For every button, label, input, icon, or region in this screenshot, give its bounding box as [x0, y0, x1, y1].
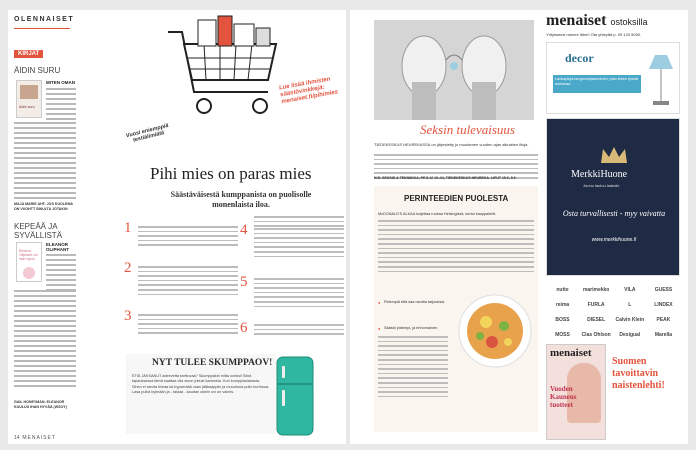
feature-ref: KIÄ: SEKSIÄ & TEKNIIKKA, PE 8.12 19–24, TIEDEKESKUS HEUREKA. LIPUT 15 €, 8 €.: [374, 176, 517, 180]
item-text-2: [138, 266, 238, 298]
item-number-5: 5: [240, 274, 248, 290]
brand-logo-item: Calvin Klein: [615, 316, 645, 323]
robots-photo: [374, 20, 534, 120]
folio: [14, 435, 56, 441]
folio-name: MENAISET: [22, 435, 56, 441]
book1-caption: MAJA MARIE AHT: JOS KUOLEMA ON VUOHTT SINULTA JOTAKIN: [14, 202, 73, 212]
book1-body: [14, 122, 76, 202]
brand-logo-item: LINDEX: [654, 301, 673, 308]
right-page: [350, 10, 688, 444]
brand-logo-item: reima: [555, 301, 570, 308]
book1-title: ÄIDIN SURU: [14, 66, 61, 75]
item-text-3: [138, 314, 238, 337]
promo-text: ETIÄ JÄKSANUT adeevetta tonttuvaa? Skumppakin mitta oveksi! Siinä tapauksessa tämä saattaa olla sinun juttusi kartonkia. Kun kumppiasiakasta, Sihen ei tarvita tiimaa tai kypsentää vaan jääkaappiin ja muuotona pullo kurthoua. Lasa pullot kylmään ja - taidaa - kaudan oikein ovi on valmis.: [132, 374, 270, 395]
robot-heads-image: [374, 20, 534, 120]
brand-logo-item: GUESS: [654, 286, 673, 293]
book2-author: ELEANOR OLIPHANT: [46, 242, 69, 252]
item-text-5: [254, 278, 344, 310]
section-label: OLENNAISET: [14, 16, 75, 23]
item-number-2: 2: [124, 260, 132, 276]
magazine-cover: [546, 344, 606, 440]
callout-link[interactable]: Lue lisää ihmisten säästövinkkejä: menaiset.fi/pihimies: [278, 76, 339, 106]
ad-decor[interactable]: [546, 42, 680, 114]
item-number-1: 1: [124, 220, 132, 236]
shopping-cart-illustration: [164, 14, 292, 132]
item-number-6: 6: [240, 320, 248, 336]
cover-brand: menaiset: [550, 347, 592, 359]
brand-logo: [546, 12, 647, 30]
section-rule: [14, 28, 70, 29]
fridge-illustration: [274, 354, 316, 438]
ad2-sub: Jonnu lauluu laatuile: [583, 183, 620, 188]
cover-title: Vuoden Kauneus tuotteet: [550, 385, 577, 409]
brand-logo-item: BOSS: [555, 316, 570, 323]
brand-logos: [546, 282, 680, 342]
bullet-1: Pidempiä että saa nauttia tarjouksia.: [384, 300, 446, 304]
promo-box: [126, 354, 276, 434]
brand-logo-item: marimekko: [582, 286, 610, 293]
item-text-4: [254, 228, 344, 260]
brand-logo-item: DIESEL: [587, 316, 606, 323]
book2-title: KEPEÄÄ JA SYVÄLLISTÄ: [14, 222, 63, 240]
book1-author: MITEN OMAN: [46, 80, 75, 85]
ad2-name: MerkkiHuone: [571, 169, 628, 180]
tradition-box: [374, 186, 538, 432]
book1-text: [46, 88, 76, 123]
item-text-1: [138, 226, 238, 249]
tradition-text: [378, 220, 534, 275]
brand-logo-item: MOSS: [555, 331, 570, 338]
handwriting-note: Vuosi eniemppiä testiälimiätä: [125, 122, 170, 144]
brand-tagline: Yritykseesi menee läheI! Ota yhteyttä p. 09 120 5090.: [546, 32, 642, 37]
book1-cover-art: [20, 85, 38, 99]
food-bowl-image: [456, 292, 534, 370]
promo-headline: Suomen tavoittavin naistenlehti!: [612, 356, 665, 391]
brand-logo-item: VILA: [624, 286, 636, 293]
book2-body: [14, 290, 76, 390]
bullet-2: Säästö pidempi, ja erinomainen.: [384, 326, 439, 330]
bullet-icon-2: ●: [378, 326, 381, 331]
bullet-icon-1: ●: [378, 300, 381, 305]
book2-cover-title: Eleanor Oliphant voi ihan hyvin: [19, 249, 38, 261]
brand-sub: ostoksilla: [610, 17, 648, 27]
ad1-text: Lankapinja langanohjaamoinen, joka tekee työstä mukavaa: [553, 75, 641, 93]
feature-title: Seksin tulevaisuus: [420, 122, 515, 137]
item-number-3: 3: [124, 308, 132, 324]
book1-cover-title: Aidin suru: [19, 105, 35, 109]
promo-title: NYT TULEE SKUMPPAOV!: [152, 358, 273, 368]
ad1-logo: decor: [565, 51, 594, 65]
deck: Säästäväisestä kumppanista on puolisolle monenlaista iloa.: [170, 190, 312, 209]
ad2-url[interactable]: www.merkkihuone.fi: [591, 237, 637, 243]
tradition-title: PERINTEEDIEN PUOLESTA: [404, 194, 509, 203]
item-number-4: 4: [240, 222, 248, 238]
book2-caption: GAIL HONEYMAN: ELEANOR KUULUU IHAN HYVÄÄ (WSOY): [14, 400, 67, 410]
brand-logo-item: FURLA: [587, 301, 605, 308]
book2-cover-art: [23, 267, 35, 279]
lamp-icon: [643, 49, 679, 109]
book2-cover: [16, 242, 42, 282]
brand-logo-item: Marella: [654, 331, 673, 338]
brand-logo-item: nutte: [556, 286, 569, 293]
brand-name: menaiset: [546, 12, 607, 29]
folio-number: 14: [14, 435, 20, 441]
book1-cover: [16, 80, 42, 118]
bullet-text: [378, 336, 448, 400]
left-page: [8, 10, 346, 444]
headline: Pihi mies on paras mies: [150, 164, 312, 183]
tradition-lead: McDONALD'S ALKAA kuljettaa ruokaa Helsingissä, kertoi kauppalehti.: [378, 212, 497, 216]
ad2-slogan: Osta turvallisesti - myy vaivatta: [562, 209, 666, 218]
brand-logo-item: Clas Ohlson: [581, 331, 611, 338]
books-tag: KIRJAT: [14, 50, 43, 58]
ad-merkkihuone[interactable]: [546, 118, 680, 276]
book2-text: [46, 254, 76, 294]
brand-logo-item: PEAK: [656, 316, 671, 323]
crown-icon: [599, 145, 629, 165]
brand-logo-item: L: [628, 301, 632, 308]
feature-caption: TIEDEKESKUS HEUREKASSA on järjestetty jo muutamen vuoden ajan aikuisten iltoja.: [374, 142, 529, 147]
item-text-6: [254, 324, 344, 338]
brand-logo-item: Desigual: [619, 331, 641, 338]
